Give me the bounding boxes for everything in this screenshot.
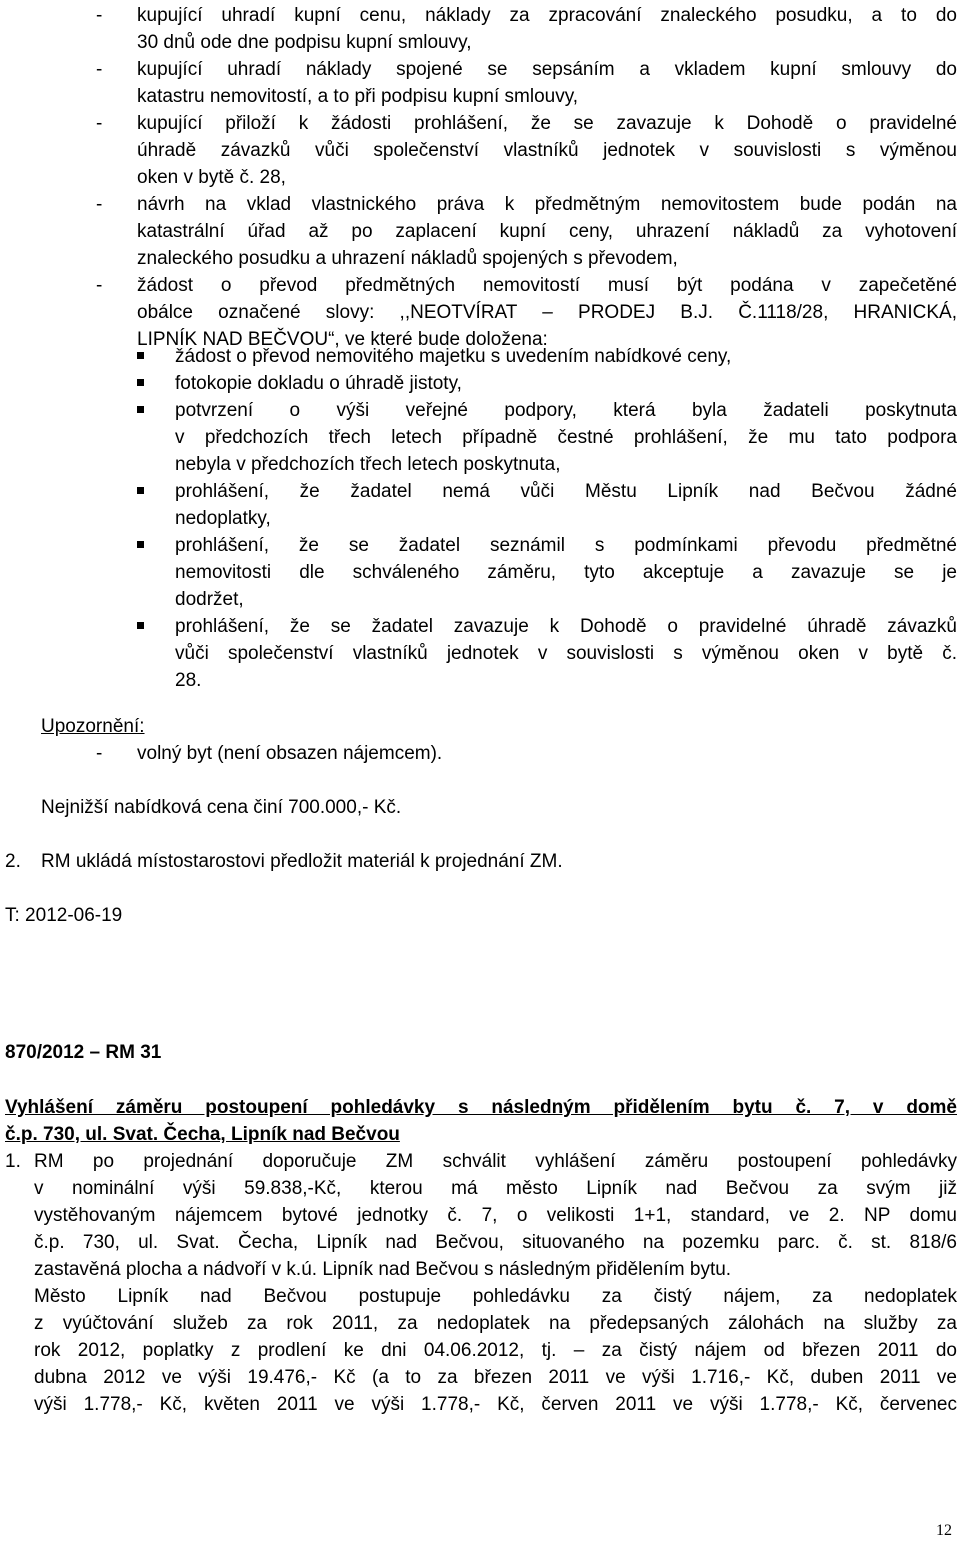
square-bullet-icon [137,622,144,629]
point-line: vystěhovaným nájemcem bytové jednotky č. 7, o velikosti 1+1, standard, ve 2. NP domu [34,1205,957,1226]
list-dash: - [96,5,103,26]
point-line: výši 1.778,- Kč, květen 2011 ve výši 1.778,- Kč, červen 2011 ve výši 1.778,- Kč, červenec [34,1394,957,1415]
list-dash: - [96,113,103,134]
list-dash: - [96,743,103,764]
sublist-line: dodržet, [175,589,244,610]
sublist-line: fotokopie dokladu o úhradě jistoty, [175,373,462,394]
list-line: katastrální úřad až po zaplacení kupní ceny, uhrazení nákladů za vyhotovení [137,221,957,242]
sublist-line: nebyla v předchozích třech letech poskytnuta, [175,454,561,475]
square-bullet-icon [137,406,144,413]
point-line: č.p. 730, ul. Svat. Čecha, Lipník nad Bečvou, situovaného na pozemku parc. č. st. 818/6 [34,1232,957,1253]
point-line: z vyúčtování služeb za rok 2011, za nedoplatek na předepsaných zálohách na služby za [34,1313,957,1334]
square-bullet-icon [137,352,144,359]
notice-heading: Upozornění: [41,716,145,737]
list-line: návrh na vklad vlastnického práva k předmětným nemovitostem bude podán na [137,194,957,215]
list-line: kupující uhradí kupní cenu, náklady za zpracování znaleckého posudku, a to do [137,5,957,26]
point-line: zastavěná plocha a nádvoří v k.ú. Lipník nad Bečvou s následným přidělením bytu. [34,1259,732,1280]
sublist-line: prohlášení, že se žadatel zavazuje k Dohodě o pravidelné úhradě závazků [175,616,957,637]
point-line: Město Lipník nad Bečvou postupuje pohledávku za čistý nájem, za nedoplatek [34,1286,957,1307]
item-number: 2. [5,851,21,872]
list-line: kupující přiloží k žádosti prohlášení, že se zavazuje k Dohodě o pravidelné [137,113,957,134]
square-bullet-icon [137,379,144,386]
sublist-line: nemovitosti dle schváleného záměru, tyto akceptuje a zavazuje se je [175,562,957,583]
point-line: RM po projednání doporučuje ZM schválit vyhlášení záměru postoupení pohledávky [34,1151,957,1172]
point-line: v nominální výši 59.838,-Kč, kterou má město Lipník nad Bečvou za svým již [34,1178,957,1199]
deadline: T: 2012-06-19 [5,905,123,926]
list-line: žádost o převod předmětných nemovitostí musí být podána v zapečetěné [137,275,957,296]
list-line: úhradě závazků vůči společenství vlastníků jednotek v souvislosti s výměnou [137,140,957,161]
list-line: kupující uhradí náklady spojené se sepsáním a vkladem kupní smlouvy do [137,59,957,80]
resolution-title-line: č.p. 730, ul. Svat. Čecha, Lipník nad Bečvou [5,1124,400,1145]
resolution-title-line: Vyhlášení záměru postoupení pohledávky s následným přidělením bytu č. 7, v domě [5,1097,957,1118]
point-line: rok 2012, poplatky z prodlení ke dni 04.06.2012, tj. – za čistý nájem od březen 2011 do [34,1340,957,1361]
page-number: 12 [936,1522,952,1539]
sublist-line: vůči společenství vlastníků jednotek v souvislosti s výměnou oken v bytě č. [175,643,957,664]
sublist-line: 28. [175,670,202,691]
list-line: katastru nemovitostí, a to při podpisu kupní smlouvy, [137,86,579,107]
list-line: oken v bytě č. 28, [137,167,286,188]
sublist-line: žádost o převod nemovitého majetku s uvedením nabídkové ceny, [175,346,732,367]
sublist-line: prohlášení, že žadatel nemá vůči Městu Lipník nad Bečvou žádné [175,481,957,502]
square-bullet-icon [137,541,144,548]
sublist-line: prohlášení, že se žadatel seznámil s podmínkami převodu předmětné [175,535,957,556]
list-line: LIPNÍK NAD BEČVOU“, ve které bude doložena: [137,329,548,350]
list-line: znaleckého posudku a uhrazení nákladů spojených s převodem, [137,248,678,269]
list-line: obálce označené slovy: ,,NEOTVÍRAT – PRODEJ B.J. Č.1118/28, HRANICKÁ, [137,302,957,323]
list-dash: - [96,275,103,296]
sublist-line: potvrzení o výši veřejné podpory, která byla žadateli poskytnuta [175,400,957,421]
sublist-line: nedoplatky, [175,508,271,529]
item-text: RM ukládá místostarostovi předložit materiál k projednání ZM. [41,851,563,872]
sublist-line: v předchozích třech letech případně čestné prohlášení, že mu tato podpora [175,427,957,448]
point-line: dubna 2012 ve výši 19.476,- Kč (a to za březen 2011 ve výši 1.716,- Kč, duben 2011 ve [34,1367,957,1388]
min-price: Nejnižší nabídková cena činí 700.000,- Kč. [41,797,402,818]
notice-item: volný byt (není obsazen nájemcem). [137,743,443,764]
square-bullet-icon [137,487,144,494]
list-dash: - [96,194,103,215]
list-dash: - [96,59,103,80]
list-line: 30 dnů ode dne podpisu kupní smlouvy, [137,32,472,53]
resolution-id: 870/2012 – RM 31 [5,1042,162,1063]
point-number: 1. [5,1151,21,1172]
